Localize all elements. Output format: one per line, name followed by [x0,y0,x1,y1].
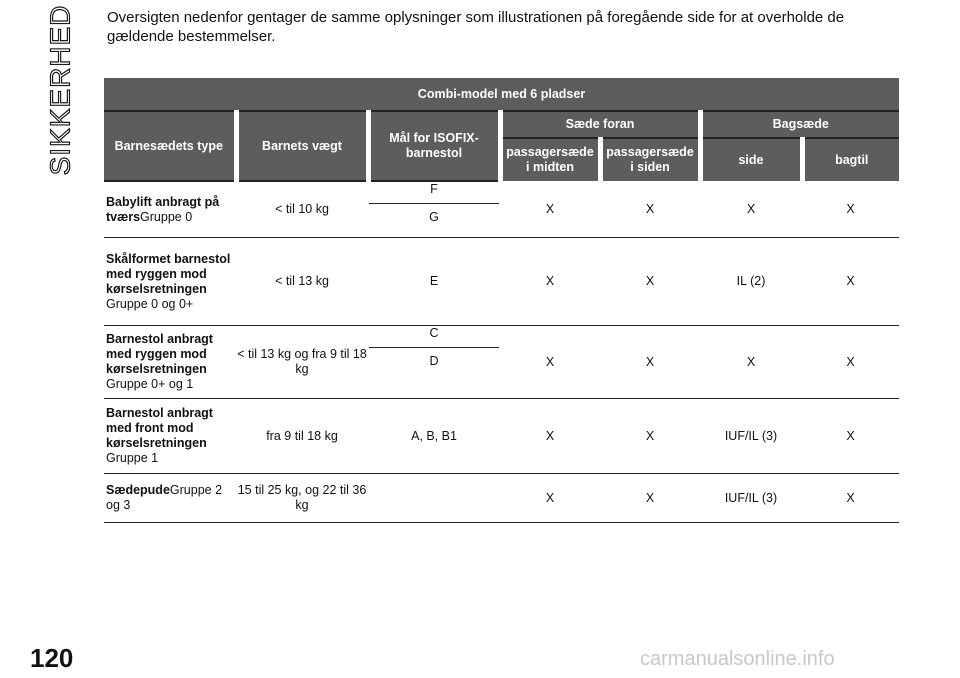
cell-weight: 15 til 25 kg, og 22 til 36 kg [236,474,368,523]
cell-size: C D [368,326,500,399]
header-isofix-size: Mål for ISOFIX-barnestol [368,111,500,181]
cell-rear-side: IUF/IL (3) [700,474,802,523]
header-child-seat-type: Barnesædets type [104,111,236,181]
table-title: Combi-model med 6 pladser [104,78,899,111]
cell-front-side: X [600,181,700,238]
cell-size: A, B, B1 [368,399,500,474]
section-tab [20,4,100,176]
cell-weight: fra 9 til 18 kg [236,399,368,474]
header-rear-side: side [700,138,802,181]
header-front-seat: Sæde foran [500,111,700,138]
child-seat-table [104,78,899,523]
intro-paragraph: Oversigten nedenfor gentager de samme oplysninger som illustrationen på foregående side for at overholde de gældende bestemmelser. [107,9,845,45]
table-row [104,399,899,474]
cell-rear-side: IUF/IL (3) [700,399,802,474]
table-row [104,474,899,523]
table-row [104,181,899,238]
cell-rear-back: X [802,238,899,326]
cell-front-middle: X [500,181,600,238]
header-rear-seat: Bagsæde [700,111,899,138]
cell-size [368,474,500,523]
cell-front-side: X [600,326,700,399]
cell-seat-type: Skålformet barnestol med ryggen mod kørselsretningen Gruppe 0 og 0+ [104,238,236,326]
cell-seat-type: SædepudeGruppe 2 og 3 [104,474,236,523]
cell-weight: < til 13 kg og fra 9 til 18 kg [236,326,368,399]
cell-rear-side: IL (2) [700,238,802,326]
cell-rear-back: X [802,181,899,238]
watermark: carmanualsonline.info [640,648,835,670]
cell-seat-type: Barnestol anbragt med front mod kørselsretningen Gruppe 1 [104,399,236,474]
cell-size: E [368,238,500,326]
cell-size: F G [368,181,500,238]
cell-seat-type: Barnestol anbragt med ryggen mod kørselsretningen Gruppe 0+ og 1 [104,326,236,399]
cell-front-side: X [600,399,700,474]
header-passenger-middle: passagersæde i midten [500,138,600,181]
cell-rear-back: X [802,326,899,399]
table-row [104,326,899,399]
cell-seat-type: Babylift anbragt på tværsGruppe 0 [104,181,236,238]
cell-front-middle: X [500,399,600,474]
page-number: 120 [30,643,74,673]
cell-front-side: X [600,474,700,523]
cell-front-middle: X [500,326,600,399]
table-row [104,238,899,326]
cell-rear-side: X [700,181,802,238]
cell-front-middle: X [500,474,600,523]
cell-weight: < til 10 kg [236,181,368,238]
cell-weight: < til 13 kg [236,238,368,326]
cell-rear-back: X [802,399,899,474]
header-child-weight: Barnets vægt [236,111,368,181]
section-tab-label: SIKKERHED [44,4,76,176]
header-rear-back: bagtil [802,138,899,181]
cell-rear-back: X [802,474,899,523]
cell-rear-side: X [700,326,802,399]
cell-front-middle: X [500,238,600,326]
header-passenger-side: passagersæde i siden [600,138,700,181]
cell-front-side: X [600,238,700,326]
